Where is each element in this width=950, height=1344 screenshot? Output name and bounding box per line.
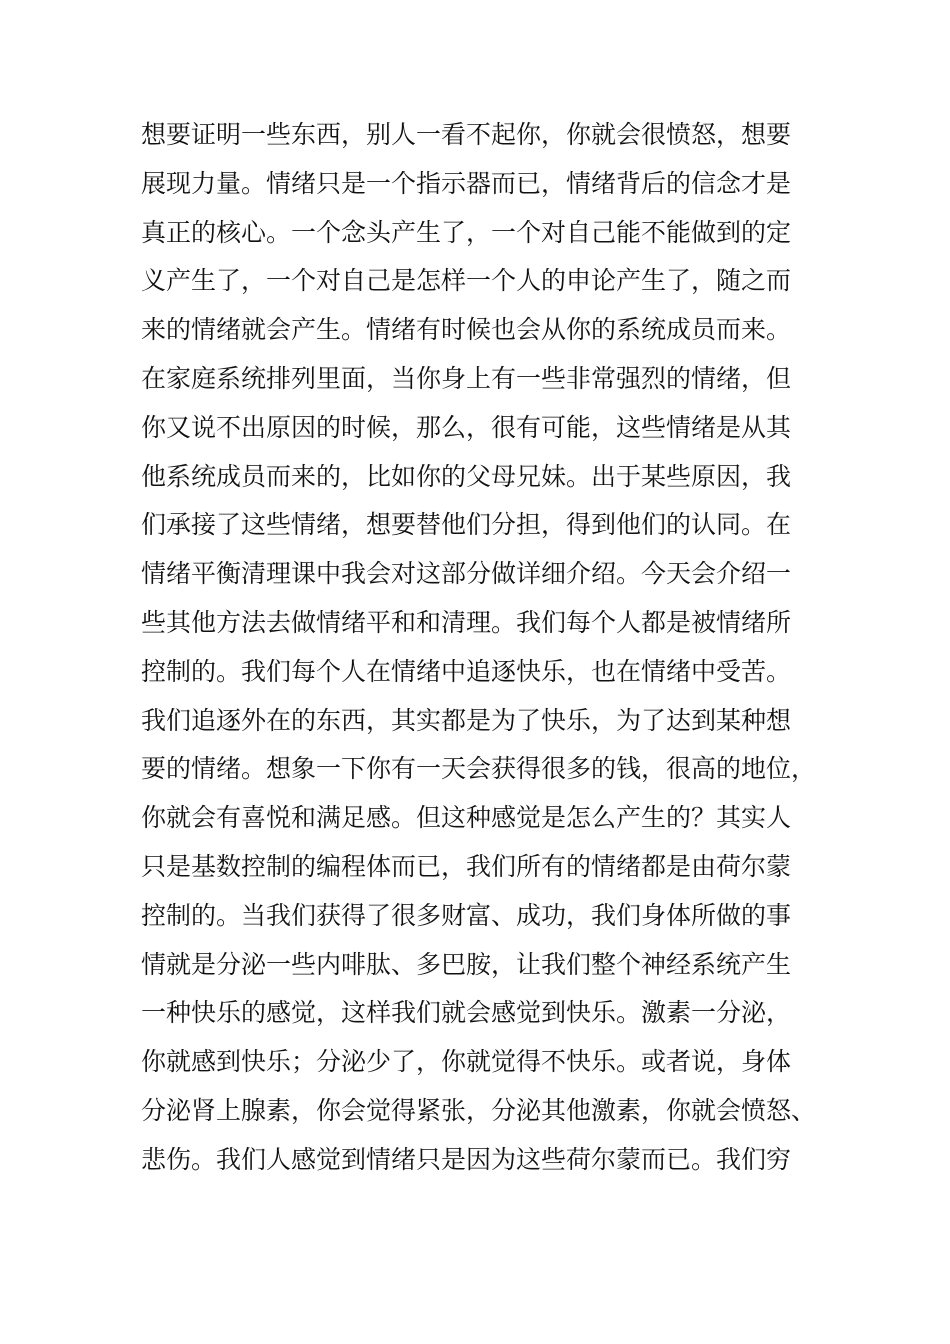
text-line: 真正的核心。一个念头产生了，一个对自己能不能做到的定 <box>141 217 792 247</box>
text-line: 分泌肾上腺素，你会觉得紧张，分泌其他激素，你就会愤怒、 <box>141 1095 817 1125</box>
body-text <box>141 111 821 1185</box>
text-line: 情绪平衡清理课中我会对这部分做详细介绍。今天会介绍一 <box>141 559 792 589</box>
text-line: 一种快乐的感觉，这样我们就会感觉到快乐。激素一分泌， <box>141 998 792 1028</box>
text-line: 来的情绪就会产生。情绪有时候也会从你的系统成员而来。 <box>141 315 792 345</box>
text-line: 他系统成员而来的，比如你的父母兄妹。出于某些原因，我 <box>141 461 792 491</box>
text-line: 义产生了，一个对自己是怎样一个人的申论产生了，随之而 <box>141 266 792 296</box>
text-line: 你就会有喜悦和满足感。但这种感觉是怎么产生的？其实人 <box>141 803 792 833</box>
text-line: 在家庭系统排列里面，当你身上有一些非常强烈的情绪，但 <box>141 363 792 393</box>
text-line: 只是基数控制的编程体而已，我们所有的情绪都是由荷尔蒙 <box>141 851 792 881</box>
text-line: 控制的。当我们获得了很多财富、成功，我们身体所做的事 <box>141 900 792 930</box>
text-line: 们承接了这些情绪，想要替他们分担，得到他们的认同。在 <box>141 510 792 540</box>
text-line: 要的情绪。想象一下你有一天会获得很多的钱，很高的地位， <box>141 754 817 784</box>
text-line: 你又说不出原因的时候，那么，很有可能，这些情绪是从其 <box>141 412 792 442</box>
text-line: 控制的。我们每个人在情绪中追逐快乐，也在情绪中受苦。 <box>141 656 792 686</box>
text-line: 想要证明一些东西，别人一看不起你，你就会很愤怒，想要 <box>141 120 792 149</box>
text-line: 展现力量。情绪只是一个指示器而已，情绪背后的信念才是 <box>141 168 792 198</box>
text-line: 情就是分泌一些内啡肽、多巴胺，让我们整个神经系统产生 <box>141 949 792 979</box>
text-line: 我们追逐外在的东西，其实都是为了快乐，为了达到某种想 <box>141 705 792 735</box>
text-line: 些其他方法去做情绪平和和清理。我们每个人都是被情绪所 <box>141 607 792 637</box>
text-line: 你就感到快乐；分泌少了，你就觉得不快乐。或者说，身体 <box>141 1047 792 1077</box>
text-line: 悲伤。我们人感觉到情绪只是因为这些荷尔蒙而已。我们穷 <box>141 1144 792 1174</box>
